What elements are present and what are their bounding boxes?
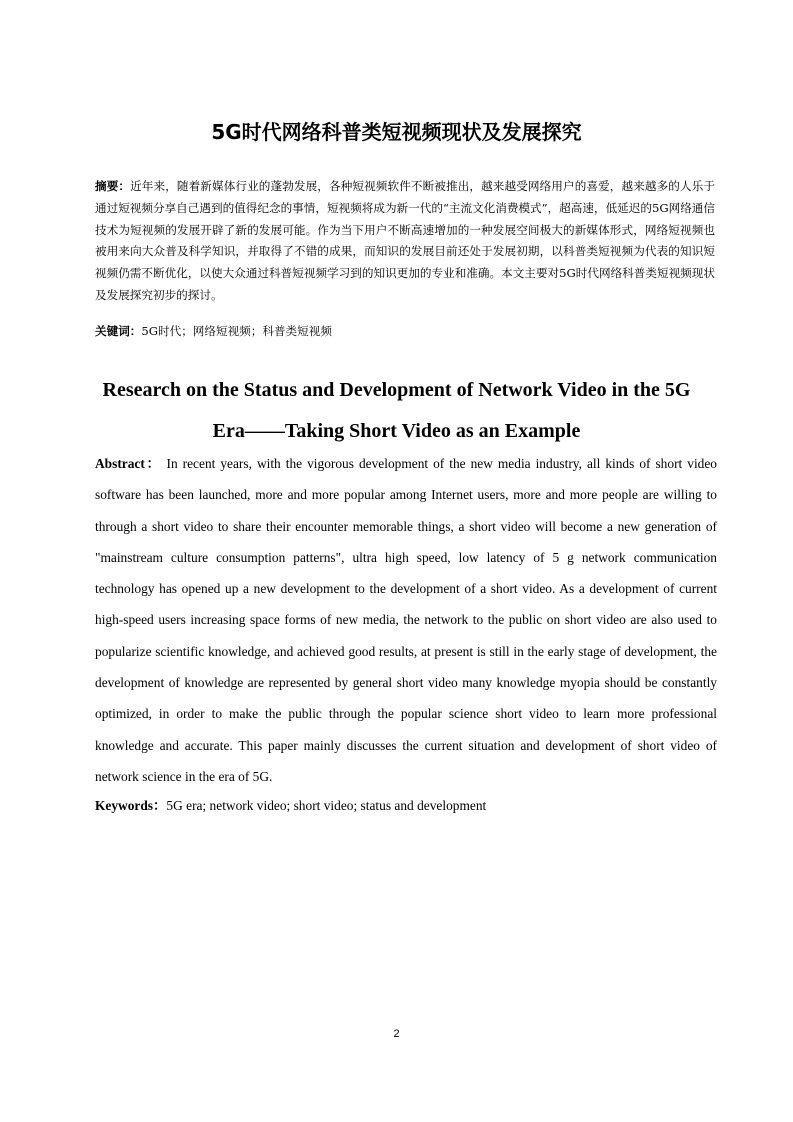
english-keywords-text: 5G era; network video; short video; status and development [166, 798, 487, 813]
english-abstract-label: Abstract： [95, 456, 162, 471]
english-abstract [95, 448, 717, 792]
english-keywords-label: Keywords： [95, 798, 167, 813]
chinese-keywords [95, 321, 715, 343]
chinese-abstract-label: 摘要： [95, 179, 131, 193]
chinese-keywords-text: 5G时代；网络短视频；科普类短视频 [141, 324, 332, 338]
chinese-abstract [95, 176, 715, 307]
chinese-title: 5G时代网络科普类短视频现状及发展探究 [211, 120, 582, 144]
chinese-keywords-label: 关键词： [95, 324, 142, 338]
page-number: 2 [393, 1028, 400, 1040]
english-title: Research on the Status and Development of Network Video in the 5G Era——Taking Short Video as an Example [102, 379, 691, 442]
chinese-abstract-text: 近年来，随着新媒体行业的蓬勃发展，各种短视频软件不断被推出，越来越受网络用户的喜爱，越来越多的人乐于通过短视频分享自己遇到的值得纪念的事情，短视频将成为新一代的“主流文化消费模式”，超高速，低延迟的5G网络通信技术为短视频的发展开辟了新的发展可能。作为当下用户不断高速增加的一种发展空间极大的新媒体形式，网络短视频也被用来向大众普及科学知识，并取得了不错的成果，而知识的发展目前还处于发展初期，以科普类短视频为代表的知识短视频仍需不断优化，以使大众通过科普短视频学习到的知识更加的专业和准确。本文主要对5G时代网络科普类短视频现状及发展探究初步的探讨。 [95, 179, 715, 302]
english-abstract-text: In recent years, with the vigorous development of the new media industry, all kinds of short video software has been launched, more and more popular among Internet users, more and more people are willing to through a short video to share their encounter memorable things, a short video will become a new generation of "mainstream culture consumption patterns", ultra high speed, low latency of 5 g network communication technology has opened up a new development to the development of a short video. As a development of current high-speed users increasing space forms of new media, the network to the public on short video are also used to popularize scientific knowledge, and achieved good results, at present is still in the early stage of development, the development of knowledge are represented by general short video many knowledge myopia should be constantly optimized, in order to make the public through the popular science short video to learn more professional knowledge and accurate. This paper mainly discusses the current situation and development of short video of network science in the era of 5G. [95, 456, 717, 784]
english-keywords [95, 792, 717, 820]
